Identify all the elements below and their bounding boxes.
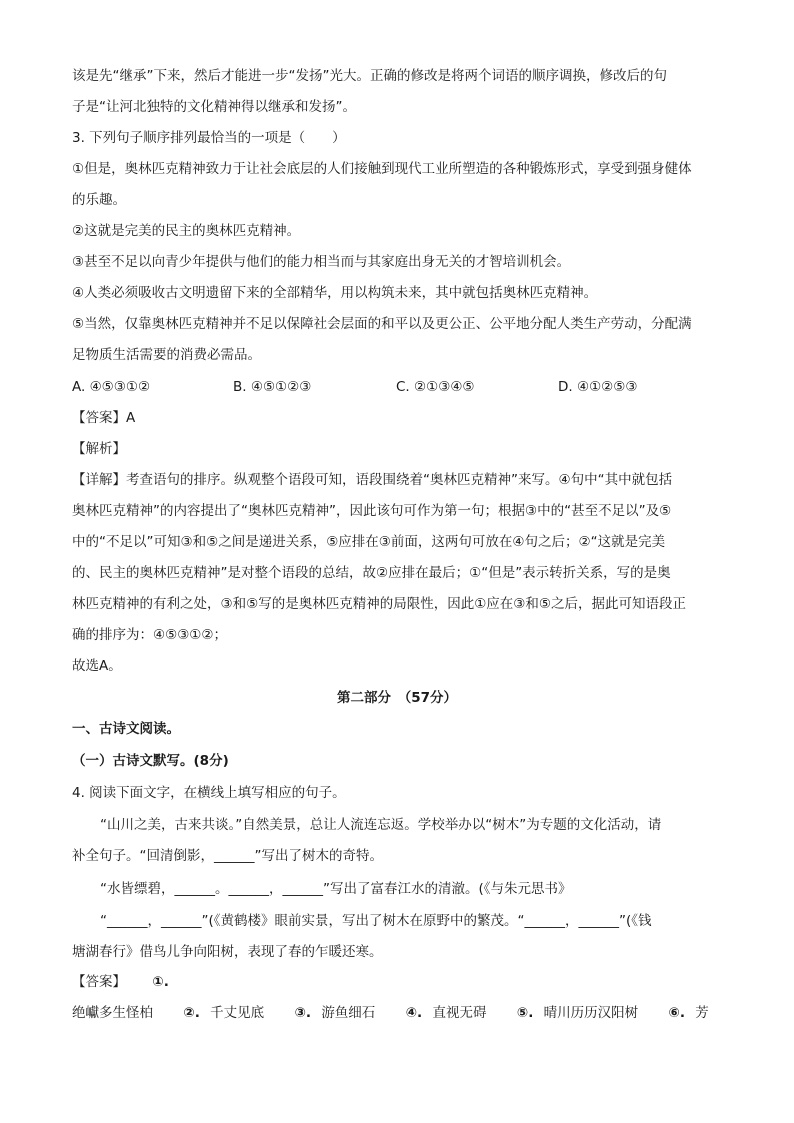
detail-line: 林匹克精神的有利之处，③和⑤写的是奥林匹克精神的局限性，因此①应在③和⑤之后，据此可知语段正 [72, 596, 687, 612]
passage-line: “水皆缥碧，______。______，______”写出了富春江水的清澈。(《与朱元思书》 [100, 881, 572, 897]
passage-line: “______，______”(《黄鹤楼》眼前实景，写出了树木在原野中的繁茂。“______，______”(《钱 [100, 913, 652, 929]
passage-line: 补全句子。“回清倒影，______”写出了树木的奇特。 [72, 848, 383, 864]
answer-item: 晴川历历汉阳树 [543, 1005, 639, 1021]
text-line: 子是“让河北独特的文化精神得以继承和发扬”。 [72, 99, 356, 115]
answer-number: ②. [183, 1005, 200, 1021]
passage-line: 塘湖春行》借鸟儿争向阳树，表现了春的乍暖还寒。 [72, 944, 383, 960]
answer-item: 直视无碍 [432, 1005, 487, 1021]
part-two-heading: 第二部分 （57分） [336, 690, 458, 706]
answer-number: ④. [405, 1005, 423, 1021]
choose-line: 故选A。 [72, 658, 122, 674]
detail-line: 【详解】考查语句的排序。纵观整个语段可知，语段围绕着“奥林匹克精神”来写。④句中“其中就包括 [72, 472, 673, 488]
detail-line: 确的排序为：④⑤③①②； [72, 627, 228, 643]
question-4: 4. 阅读下面文字，在横线上填写相应的句子。 [72, 785, 346, 801]
answer-item: 千丈见底 [210, 1005, 265, 1021]
detail-line: 的、民主的奥林匹克精神”是对整个语段的总结，故②应排在最后；①“但是”表示转折关系，写的是奥 [72, 565, 671, 581]
sentence-5: ⑤当然，仅靠奥林匹克精神并不足以保障社会层面的和平以及更公正、公平地分配人类生产劳动，分配满 [72, 316, 692, 332]
sentence-2: ②这就是完美的民主的奥林匹克精神。 [72, 223, 301, 239]
answer-number: ⑥. [668, 1005, 685, 1021]
sentence-3: ③甚至不足以向青少年提供与他们的能力相当而与其家庭出身无关的才智培训机会。 [72, 254, 571, 270]
option-a: A. ④⑤③①② [72, 379, 151, 395]
answer-number: ①. [152, 974, 169, 990]
answer-item: 游鱼细石 [321, 1005, 376, 1021]
text-line: 该是先“继承”下来，然后才能进一步“发扬”光大。正确的修改是将两个词语的顺序调换，修改后的句 [72, 68, 667, 84]
question-3: 3. 下列句子顺序排列最恰当的一项是（ ） [72, 130, 346, 146]
option-d: D. ④①②⑤③ [558, 379, 638, 395]
section-heading: 一、古诗文阅读。 [72, 721, 180, 737]
option-c: C. ②①③④⑤ [396, 379, 475, 395]
option-b: B. ④⑤①②③ [233, 379, 312, 395]
sentence-1: ①但是，奥林匹克精神致力于让社会底层的人们接触到现代工业所塑造的各种锻炼形式，享受到强身健体 [72, 161, 692, 177]
passage-line: “山川之美，古来共谈。”自然美景，总让人流连忘返。学校举办以“树木”为专题的文化活动，请 [100, 817, 662, 833]
sentence-5-cont: 足物质生活需要的消费必需品。 [72, 347, 261, 363]
answer-number: ⑤. [516, 1005, 534, 1021]
answer-label: 【答案】A [72, 410, 136, 426]
answer-item: 芳 [695, 1005, 709, 1021]
answer-number: ③. [294, 1005, 312, 1021]
detail-line: 中的“不足以”可知③和⑤之间是递进关系，⑤应排在③前面，这两句可放在④句之后；②“这就是完美 [72, 534, 666, 550]
subsection-heading: （一）古诗文默写。(8分) [72, 753, 229, 769]
answer-item: 绝巘多生怪柏 [72, 1005, 153, 1021]
sentence-1-cont: 的乐趣。 [72, 192, 126, 208]
answer-4-row [72, 972, 169, 992]
answer-4-label: 【答案】 [72, 974, 126, 990]
analysis-label: 【解析】 [72, 441, 126, 457]
answer-4-items [72, 1003, 709, 1023]
sentence-4: ④人类必须吸收古文明遗留下来的全部精华，用以构筑未来，其中就包括奥林匹克精神。 [72, 285, 598, 301]
detail-line: 奥林匹克精神”的内容提出了“奥林匹克精神”，因此该句可作为第一句；根据③中的“甚至不足以”及⑤ [72, 503, 672, 519]
